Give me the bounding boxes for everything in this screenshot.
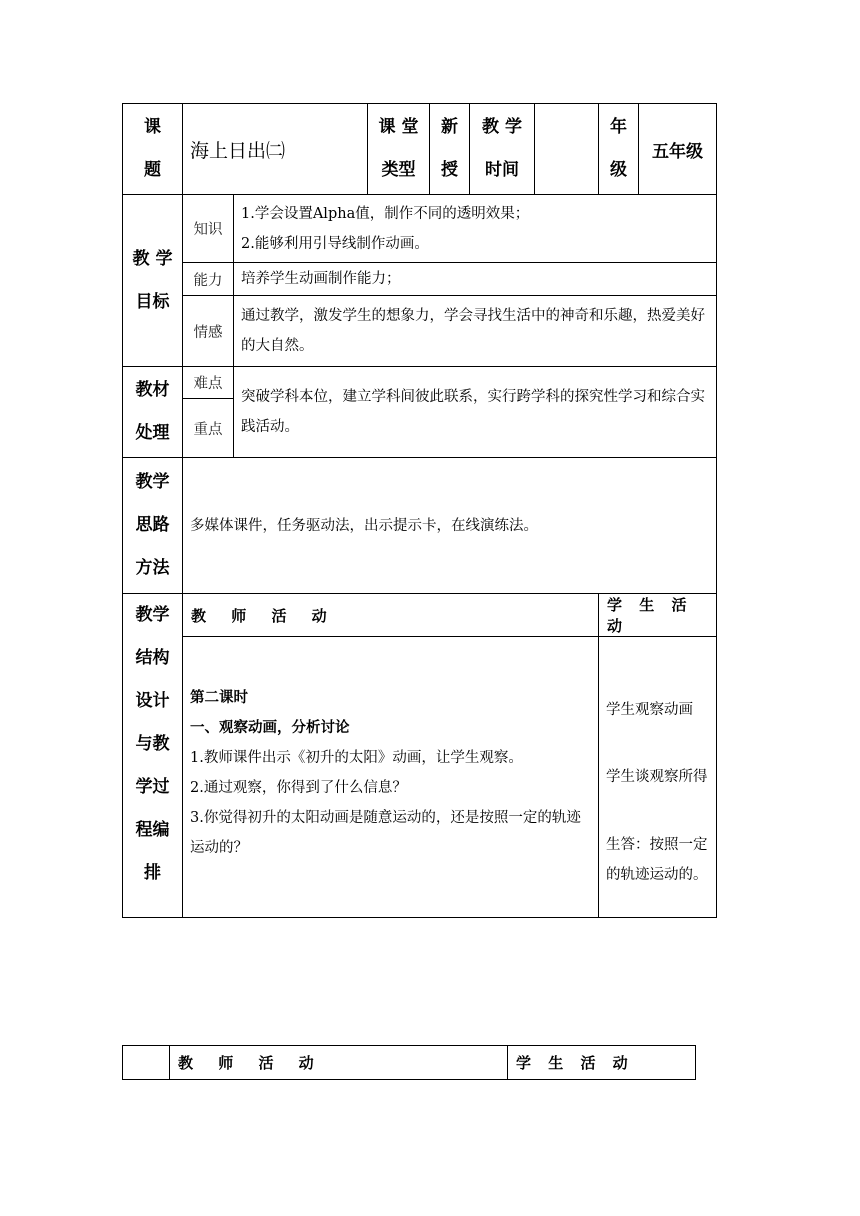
teacher-item: 1.教师课件出示《初升的太阳》动画，让学生观察。 bbox=[190, 750, 523, 766]
continuation-student-header: 学 生 活 动 bbox=[508, 1046, 696, 1080]
continuation-teacher-header: 教 师 活 动 bbox=[170, 1046, 508, 1080]
ability-text: 培养学生动画制作能力； bbox=[234, 263, 717, 296]
teaching-time-value bbox=[535, 104, 599, 195]
class-type-label: 课 堂 类型 bbox=[368, 104, 430, 195]
continuation-blank-cell bbox=[123, 1046, 170, 1080]
class-type-value: 新 授 bbox=[430, 104, 470, 195]
difficulty-label: 难点 bbox=[183, 367, 234, 399]
teaching-time-label: 教 学 时间 bbox=[470, 104, 535, 195]
materials-label: 教材 处理 bbox=[123, 367, 183, 458]
section-heading: 一、观察动画，分析讨论 bbox=[190, 720, 350, 736]
continuation-table bbox=[122, 1045, 696, 1080]
knowledge-label: 知识 bbox=[183, 195, 234, 263]
teacher-activity-content bbox=[183, 637, 599, 918]
teacher-item: 2.通过观察，你得到了什么信息？ bbox=[190, 780, 407, 796]
lesson-plan-table bbox=[122, 103, 717, 918]
materials-text: 突破学科本位，建立学科间彼此联系，实行跨学科的探究性学习和综合实践活动。 bbox=[234, 367, 717, 458]
focus-label: 重点 bbox=[183, 399, 234, 458]
knowledge-item: 1.学会设置Alpha值，制作不同的透明效果； bbox=[241, 205, 530, 222]
course-title: 海上日出㈡ bbox=[183, 104, 368, 195]
method-text: 多媒体课件，任务驱动法，出示提示卡，在线演练法。 bbox=[183, 458, 717, 594]
emotion-text: 通过教学，激发学生的想象力，学会寻找生活中的神奇和乐趣，热爱美好的大自然。 bbox=[234, 296, 717, 367]
knowledge-text bbox=[234, 195, 717, 263]
knowledge-item: 2.能够利用引导线制作动画。 bbox=[241, 235, 429, 252]
lesson-heading: 第二课时 bbox=[190, 690, 248, 706]
grade-value: 五年级 bbox=[639, 104, 717, 195]
structure-label: 教学 结构 设计 与教 学过 程编 排 bbox=[123, 594, 183, 918]
student-activity-content bbox=[599, 637, 717, 918]
method-label: 教学 思路 方法 bbox=[123, 458, 183, 594]
teacher-item: 3.你觉得初升的太阳动画是随意运动的，还是按照一定的轨迹运动的？ bbox=[190, 810, 581, 856]
student-item: 生答：按照一定的轨迹运动的。 bbox=[606, 837, 708, 883]
grade-label: 年 级 bbox=[599, 104, 639, 195]
teacher-activity-header: 教 师 活 动 bbox=[183, 594, 599, 637]
student-item: 学生谈观察所得 bbox=[606, 769, 708, 785]
emotion-label: 情感 bbox=[183, 296, 234, 367]
course-label: 课 题 bbox=[123, 104, 183, 195]
ability-label: 能力 bbox=[183, 263, 234, 296]
student-activity-header: 学 生 活 动 bbox=[599, 594, 717, 637]
objectives-label: 教 学 目标 bbox=[123, 195, 183, 367]
student-item: 学生观察动画 bbox=[606, 702, 694, 718]
